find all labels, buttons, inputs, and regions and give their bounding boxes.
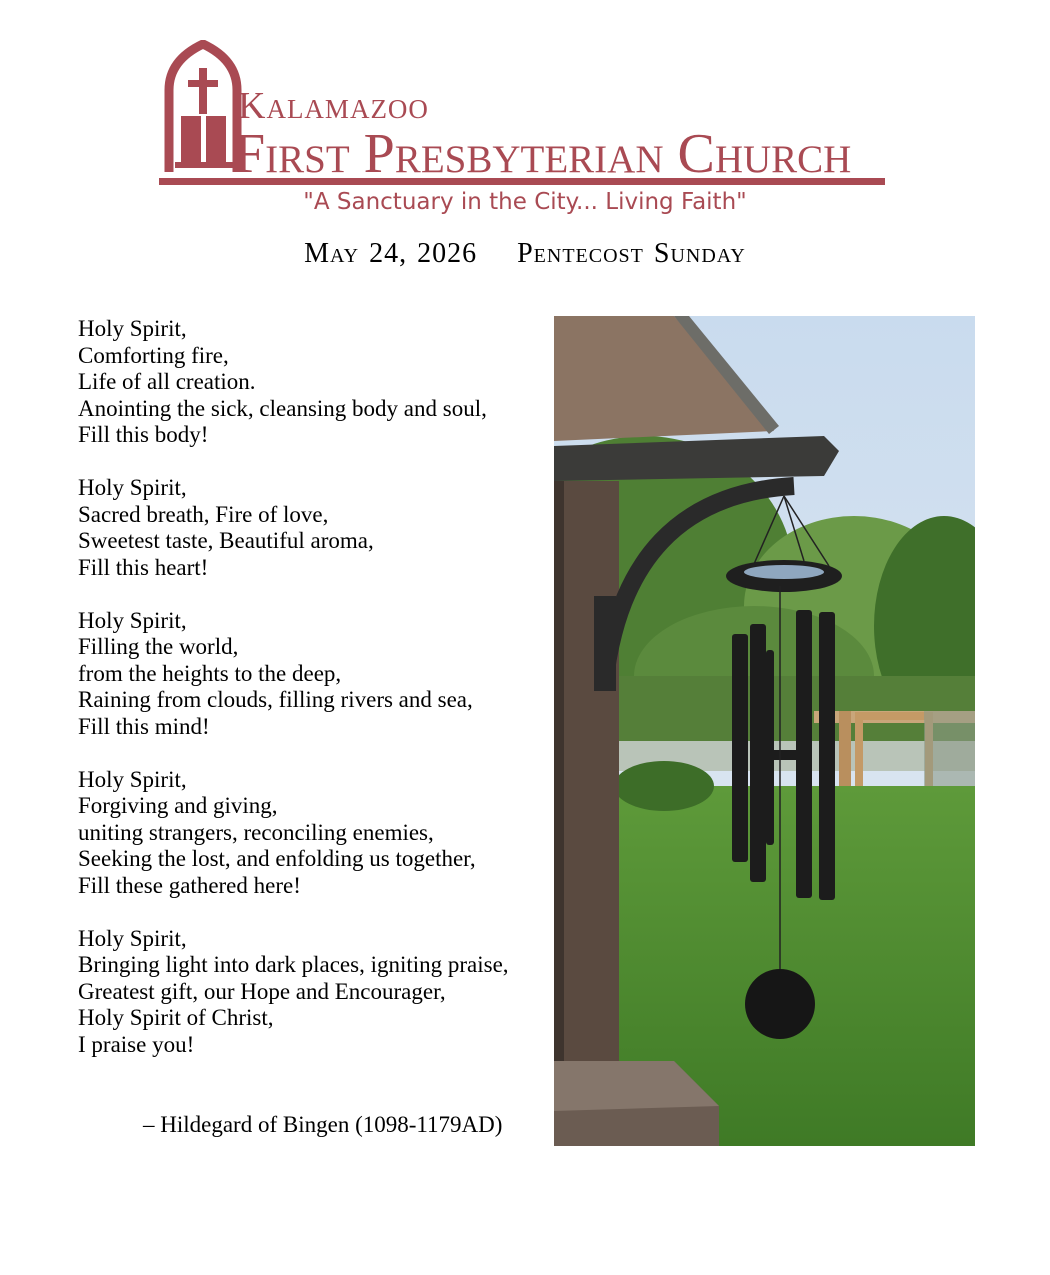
poem-line: from the heights to the deep, bbox=[78, 660, 342, 686]
poem-line: Holy Spirit, bbox=[78, 925, 187, 951]
poem-line: Anointing the sick, cleansing body and soul, bbox=[78, 395, 487, 421]
poem-line: Sweetest taste, Beautiful aroma, bbox=[78, 528, 374, 553]
poem-stanza bbox=[78, 767, 548, 900]
poem-line: Holy Spirit, bbox=[78, 607, 187, 633]
poem-line: Forgiving and giving, bbox=[78, 793, 278, 818]
poem-line: Holy Spirit, bbox=[78, 475, 187, 500]
poem-stanza bbox=[78, 475, 548, 581]
service-date: May 24, 2026 bbox=[304, 238, 478, 269]
cross-icon bbox=[199, 68, 207, 114]
logo-city-text: Kalamazoo bbox=[238, 85, 429, 127]
poem-stanza bbox=[78, 926, 548, 1059]
poem-stanza bbox=[78, 316, 548, 449]
poem-line: Raining from clouds, filling rivers and sea, bbox=[78, 687, 473, 712]
service-dateline bbox=[0, 238, 1050, 270]
poem-stanza bbox=[78, 608, 548, 741]
logo-church-name: First Presbyterian Church bbox=[234, 123, 852, 185]
poem-line: Fill these gathered here! bbox=[78, 872, 301, 898]
poem-line: Holy Spirit, bbox=[78, 316, 187, 341]
poem-line: Fill this mind! bbox=[78, 713, 210, 739]
poem-line: I praise you! bbox=[78, 1031, 195, 1057]
poem bbox=[78, 316, 548, 1085]
poem-line: Life of all creation. bbox=[78, 369, 256, 394]
poem-line: Filling the world, bbox=[78, 634, 239, 659]
church-tagline: "A Sanctuary in the City... Living Faith" bbox=[303, 189, 747, 215]
poem-line: Fill this body! bbox=[78, 422, 209, 447]
poem-line: Fill this heart! bbox=[78, 554, 209, 580]
poem-line: Comforting fire, bbox=[78, 342, 229, 368]
poem-attribution: – Hildegard of Bingen (1098-1179AD) bbox=[143, 1112, 503, 1137]
poem-line: Seeking the lost, and enfolding us together, bbox=[78, 846, 476, 871]
poem-line: uniting strangers, reconciling enemies, bbox=[78, 819, 434, 845]
poem-line: Sacred breath, Fire of love, bbox=[78, 501, 329, 527]
service-occasion: Pentecost Sunday bbox=[517, 238, 746, 269]
poem-line: Holy Spirit, bbox=[78, 766, 187, 792]
poem-line: Greatest gift, our Hope and Encourager, bbox=[78, 978, 446, 1004]
poem-line: Bringing light into dark places, igniting praise, bbox=[78, 952, 509, 977]
wind-chime-photo bbox=[554, 316, 975, 1146]
poem-line: Holy Spirit of Christ, bbox=[78, 1005, 274, 1030]
